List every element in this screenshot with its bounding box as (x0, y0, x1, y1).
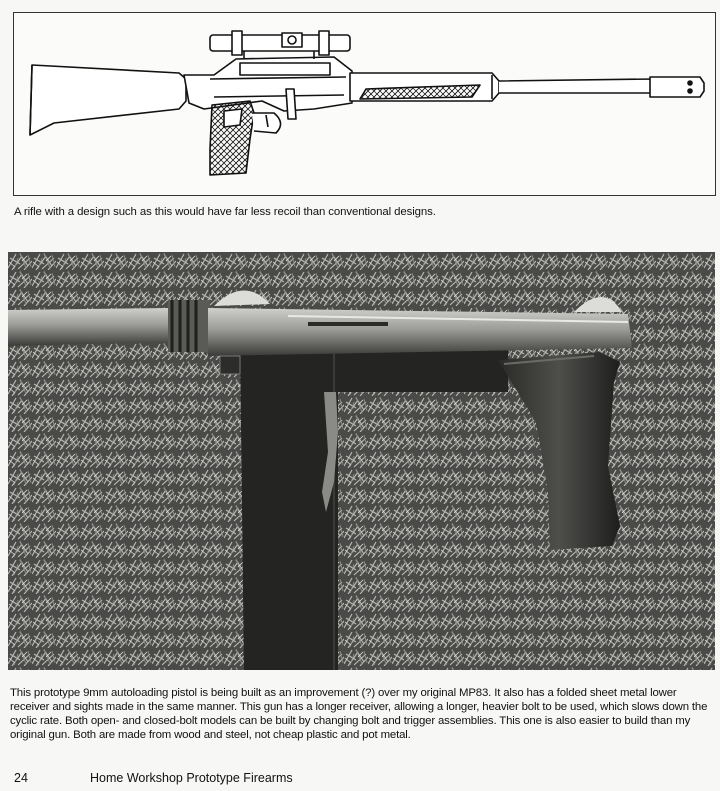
figure-caption-pistol: This prototype 9mm autoloading pistol is being built as an improvement (?) over my original MP83. It also has a folded sheet metal lower receiver and sights made in the same manner. This gun has a longer receiver, allowing a longer, heavier bolt to be used, which slows down the cyclic rate. Both open- and closed-bolt models can be built by changing bolt and trigger assemblies. This one is also easier to build than my original gun. Both are made from wood and steel, not cheap plastic and pot metal. (10, 687, 708, 741)
pistol-photograph (8, 252, 715, 670)
book-title: Home Workshop Prototype Firearms (90, 771, 293, 785)
page-footer (14, 771, 704, 786)
figure-caption-rifle: A rifle with a design such as this would have far less recoil than conventional designs. (14, 206, 436, 218)
rifle-illustration-frame (13, 12, 716, 196)
rifle-line-drawing (14, 13, 717, 197)
page-number: 24 (14, 771, 28, 785)
pistol-photo-rendering (8, 252, 715, 670)
